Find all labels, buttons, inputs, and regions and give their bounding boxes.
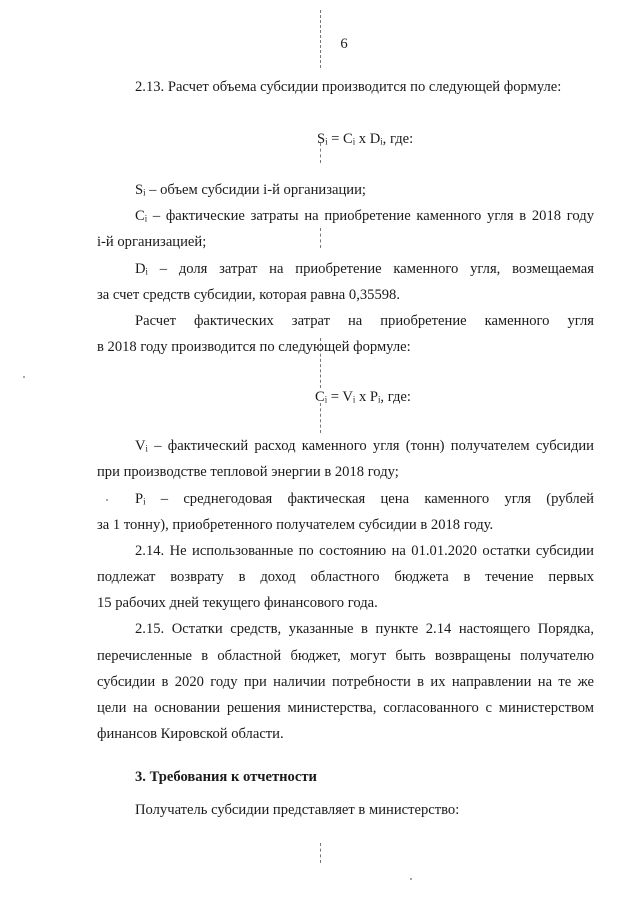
paragraph-2-14-line2: подлежат возврату в доход областного бюджета в течение первых <box>97 569 594 585</box>
paragraph-2-15-line3: субсидии в 2020 году при наличии потребности в их направлении на те же <box>97 674 594 690</box>
definition-s: Sᵢ – объем субсидии i-й организации; <box>135 182 366 198</box>
formula-costs: Cᵢ = Vᵢ x Pᵢ, где: <box>315 389 411 405</box>
scan-speck <box>410 878 412 880</box>
definition-d-line1: Dᵢ – доля затрат на приобретение каменного угля, возмещаемая <box>135 261 594 277</box>
definition-v-line1: Vᵢ – фактический расход каменного угля (тонн) получателем субсидии <box>135 438 594 454</box>
definition-d-line2: за счет средств субсидии, которая равна 0,35598. <box>97 287 400 303</box>
page-number: 6 <box>340 36 348 52</box>
definition-c-line1: Cᵢ – фактические затраты на приобретение каменного угля в 2018 году <box>135 208 594 224</box>
formula-subsidy: Sᵢ = Cᵢ x Dᵢ, где: <box>317 131 414 147</box>
definition-c-line2: i-й организацией; <box>97 234 207 250</box>
paragraph-2-13-intro: 2.13. Расчет объема субсидии производится по следующей формуле: <box>135 79 562 95</box>
fold-line <box>320 843 321 863</box>
calc-paragraph-line1: Расчет фактических затрат на приобретение каменного угля <box>135 313 594 329</box>
paragraph-2-15-line4: цели на основании решения министерства, согласованного с министерством <box>97 700 594 716</box>
definition-p-line1: Pᵢ – среднегодовая фактическая цена каменного угля (рублей <box>135 491 594 507</box>
paragraph-2-14-line3: 15 рабочих дней текущего финансового года. <box>97 595 378 611</box>
paragraph-2-15-line2: перечисленные в областной бюджет, могут быть возвращены получателю <box>97 648 594 664</box>
definition-v-line2: при производстве тепловой энергии в 2018 году; <box>97 464 399 480</box>
section-3-line1: Получатель субсидии представляет в министерство: <box>135 802 460 818</box>
paragraph-2-14-line1: 2.14. Не использованные по состоянию на 01.01.2020 остатки субсидии <box>135 543 594 559</box>
paragraph-2-15-line5: финансов Кировской области. <box>97 726 284 742</box>
scan-speck <box>23 376 25 378</box>
paragraph-2-15-line1: 2.15. Остатки средств, указанные в пункте 2.14 настоящего Порядка, <box>135 621 594 637</box>
calc-paragraph-line2: в 2018 году производится по следующей формуле: <box>97 339 411 355</box>
definition-p-line2: за 1 тонну), приобретенного получателем субсидии в 2018 году. <box>97 517 494 533</box>
fold-line <box>320 403 321 433</box>
section-3-heading: 3. Требования к отчетности <box>135 769 317 785</box>
